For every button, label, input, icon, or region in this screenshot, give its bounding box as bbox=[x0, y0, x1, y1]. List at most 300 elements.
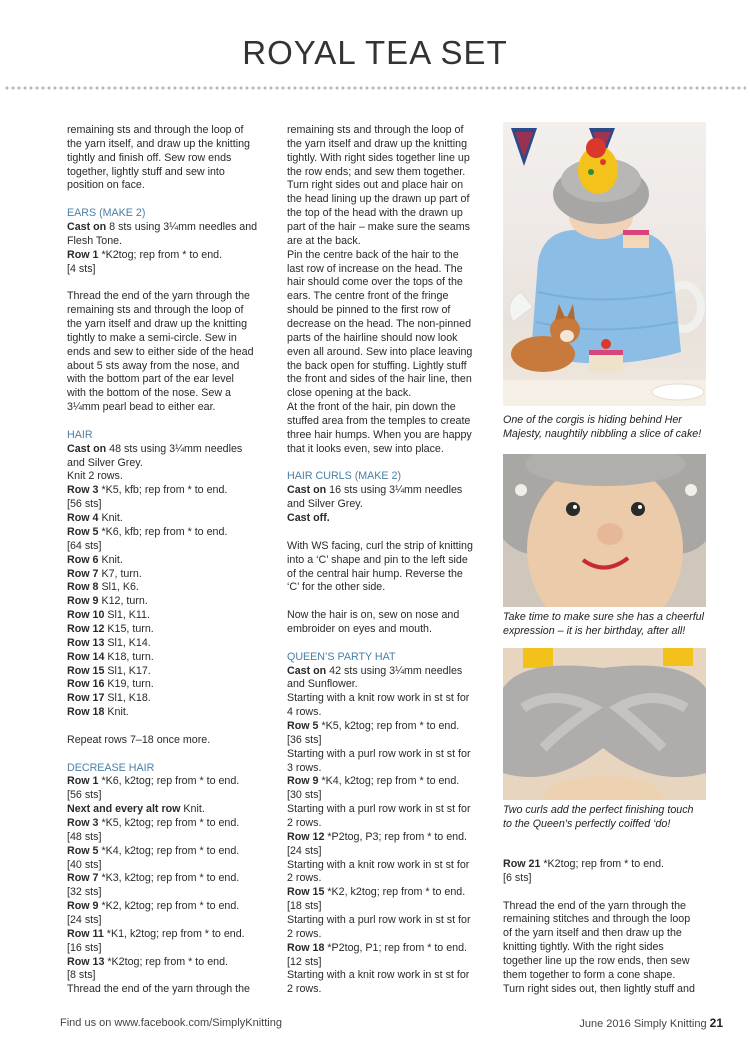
caption-3-line-1: Two curls add the perfect finishing touch bbox=[503, 804, 694, 816]
line-text: *K3, k2tog; rep from * to end. bbox=[98, 872, 240, 885]
line-text: ends and sew to either side of the head bbox=[67, 345, 254, 358]
text-line bbox=[67, 387, 272, 401]
row-label: Row 18 bbox=[287, 941, 325, 954]
text-line bbox=[67, 152, 272, 166]
line-text: [16 sts] bbox=[67, 941, 102, 954]
text-line bbox=[67, 512, 272, 526]
row-label: Row 11 bbox=[67, 927, 104, 940]
line-text: position on face. bbox=[67, 179, 145, 192]
text-line bbox=[287, 290, 492, 304]
row-label: Row 21 bbox=[503, 858, 541, 870]
text-line bbox=[287, 942, 492, 956]
footer-facebook-link[interactable]: Find us on www.facebook.com/SimplyKnitting bbox=[60, 1017, 282, 1029]
text-line bbox=[287, 263, 492, 277]
line-text: *K6, k2tog; rep from * to end. bbox=[98, 775, 240, 788]
text-line bbox=[67, 484, 272, 498]
line-text: *K2, k2tog; rep from * to end. bbox=[324, 886, 466, 899]
line-text: together line up the row ends, then sew bbox=[503, 955, 690, 968]
line-text: Thread the end of the yarn through the bbox=[67, 983, 251, 996]
row-label: Row 14 bbox=[67, 650, 105, 663]
text-line bbox=[287, 817, 492, 831]
line-text: K12, turn. bbox=[98, 595, 148, 608]
line-text: [4 sts] bbox=[67, 262, 96, 275]
text-line bbox=[503, 969, 709, 983]
text-line bbox=[67, 581, 272, 595]
text-line bbox=[287, 831, 492, 845]
blank-line bbox=[287, 595, 492, 609]
text-line bbox=[67, 886, 272, 900]
line-text: close opening at the back. bbox=[287, 387, 412, 400]
line-text: [36 sts] bbox=[287, 733, 322, 746]
text-line bbox=[287, 609, 492, 623]
row-label: Row 12 bbox=[67, 622, 105, 635]
line-text: At the front of the hair, pin down the bbox=[287, 401, 456, 414]
row-label: Row 9 bbox=[287, 775, 319, 788]
footer-issue-text: June 2016 Simply Knitting bbox=[579, 1018, 707, 1030]
text-line bbox=[287, 207, 492, 221]
row-label: Row 7 bbox=[67, 567, 99, 580]
line-text: Knit. bbox=[104, 706, 129, 719]
text-line bbox=[67, 457, 272, 471]
blank-line bbox=[67, 276, 272, 290]
line-text: Thread the end of the yarn through the bbox=[67, 290, 251, 303]
line-text: with the bottom part of the ear level bbox=[67, 373, 234, 386]
text-line bbox=[287, 872, 492, 886]
text-line bbox=[67, 969, 272, 983]
text-line bbox=[67, 304, 272, 318]
caption-1-line-2: Majesty, naughtily nibbling a slice of cake! bbox=[503, 427, 702, 440]
line-text: the front and sides of the hair line, then bbox=[287, 373, 472, 386]
line-text: the top of the head with the drawn up bbox=[287, 207, 463, 220]
line-text: Sl1, K11. bbox=[104, 609, 150, 622]
text-line bbox=[287, 734, 492, 748]
text-line bbox=[287, 318, 492, 332]
line-text: Knit. bbox=[180, 803, 205, 816]
row-label: Cast on bbox=[67, 221, 107, 234]
text-line bbox=[287, 914, 492, 928]
photo-hair-curls bbox=[503, 648, 706, 800]
text-line bbox=[287, 678, 492, 692]
text-line bbox=[67, 651, 272, 665]
text-line bbox=[67, 360, 272, 374]
text-line bbox=[287, 249, 492, 263]
footer-issue bbox=[579, 1016, 723, 1030]
text-line bbox=[287, 665, 492, 679]
text-line bbox=[287, 443, 492, 457]
row-label: Row 5 bbox=[67, 525, 99, 538]
line-text: [40 sts] bbox=[67, 858, 102, 871]
blank-line bbox=[287, 637, 492, 651]
line-text: 2 rows. bbox=[287, 872, 322, 885]
text-line bbox=[67, 138, 272, 152]
text-line bbox=[67, 318, 272, 332]
text-line bbox=[287, 429, 492, 443]
line-text: of the central hair hump. Reverse the bbox=[287, 567, 463, 580]
text-line bbox=[67, 956, 272, 970]
text-line bbox=[287, 692, 492, 706]
text-line bbox=[67, 789, 272, 803]
text-line bbox=[67, 568, 272, 582]
text-line bbox=[287, 498, 492, 512]
text-line bbox=[287, 512, 492, 526]
text-line bbox=[67, 914, 272, 928]
row-label: Row 1 bbox=[67, 775, 99, 788]
text-line bbox=[67, 623, 272, 637]
line-text: 3¼mm pearl bead to either ear. bbox=[67, 401, 216, 414]
text-line bbox=[287, 748, 492, 762]
line-text: Sl1, K14. bbox=[104, 636, 151, 649]
text-line bbox=[287, 983, 492, 997]
text-line bbox=[67, 526, 272, 540]
line-text: Knit. bbox=[98, 512, 123, 525]
line-text: together, lightly stuff and sew into bbox=[67, 165, 225, 178]
text-line bbox=[287, 152, 492, 166]
line-text: remaining stitches and through the loop bbox=[503, 913, 691, 926]
text-line bbox=[287, 193, 492, 207]
dotted-divider bbox=[4, 86, 746, 90]
line-text: even all around. Sew into place leaving bbox=[287, 345, 473, 358]
row-label: Row 1 bbox=[67, 248, 99, 261]
line-text: Repeat rows 7–18 once more. bbox=[67, 733, 211, 746]
row-label: Cast off. bbox=[287, 512, 330, 525]
text-line bbox=[287, 886, 492, 900]
line-text: Starting with a knit row work in st st for bbox=[287, 858, 470, 871]
line-text: tightly and finish off. Sew row ends bbox=[67, 151, 232, 164]
text-line bbox=[287, 803, 492, 817]
line-text: *K4, k2tog; rep from * to end. bbox=[98, 844, 240, 857]
text-line bbox=[287, 373, 492, 387]
text-line bbox=[287, 928, 492, 942]
text-line bbox=[67, 179, 272, 193]
text-line bbox=[67, 332, 272, 346]
row-label: Row 5 bbox=[287, 719, 319, 732]
line-text: Sl1, K6. bbox=[98, 581, 139, 594]
line-text: Starting with a purl row work in st st for bbox=[287, 747, 471, 760]
line-text: *K2tog; rep from * to end. bbox=[540, 858, 664, 870]
line-text: should be pinned to the first row of bbox=[287, 304, 451, 317]
text-line bbox=[287, 720, 492, 734]
text-line bbox=[503, 872, 709, 886]
text-column-2 bbox=[287, 124, 492, 997]
line-text: 2 rows. bbox=[287, 983, 322, 996]
text-line bbox=[287, 845, 492, 859]
caption-2 bbox=[503, 611, 709, 639]
caption-2-line-1: Take time to make sure she has a cheerful bbox=[503, 611, 704, 623]
line-text: *K5, k2tog; rep from * to end. bbox=[98, 816, 240, 829]
text-column-3 bbox=[503, 858, 709, 997]
line-text: [24 sts] bbox=[67, 913, 102, 926]
line-text: Knit. bbox=[98, 553, 123, 566]
blank-line bbox=[503, 886, 709, 900]
text-line bbox=[287, 859, 492, 873]
line-text: ‘C’ for the other side. bbox=[287, 581, 386, 594]
line-text: Knit 2 rows. bbox=[67, 470, 123, 483]
text-line bbox=[67, 595, 272, 609]
section-heading: EARS (MAKE 2) bbox=[67, 207, 146, 220]
caption-3-line-2: to the Queen’s perfectly coiffed ‘do! bbox=[503, 817, 671, 830]
text-line bbox=[287, 332, 492, 346]
line-text: *K2tog; rep from * to end. bbox=[98, 248, 223, 261]
line-text: about 5 sts away from the nose, and bbox=[67, 359, 240, 372]
text-line bbox=[67, 124, 272, 138]
line-text: decrease on the head. The non-pinned bbox=[287, 318, 472, 331]
line-text: tightly to make a semi-circle. Sew in bbox=[67, 331, 237, 344]
section-heading: HAIR CURLS (MAKE 2) bbox=[287, 470, 402, 483]
caption-2-line-2: expression – it is her birthday, after all! bbox=[503, 624, 686, 637]
line-text: Starting with a purl row work in st st for bbox=[287, 803, 471, 816]
line-text: [48 sts] bbox=[67, 830, 102, 843]
text-line bbox=[287, 900, 492, 914]
line-text: K18, turn. bbox=[104, 650, 154, 663]
blank-line bbox=[67, 193, 272, 207]
line-text: [18 sts] bbox=[287, 900, 322, 913]
line-text: ears. The centre front of the fringe bbox=[287, 290, 449, 303]
line-text: *K1, k2tog; rep from * to end. bbox=[103, 927, 245, 940]
photo-queen-face bbox=[503, 454, 706, 607]
section-heading: QUEEN’S PARTY HAT bbox=[287, 650, 396, 663]
row-label: Row 5 bbox=[67, 844, 99, 857]
text-line bbox=[67, 706, 272, 720]
line-text: [56 sts] bbox=[67, 498, 102, 511]
text-line bbox=[287, 956, 492, 970]
text-line bbox=[67, 221, 272, 235]
line-text: the yarn itself and draw up the knitting bbox=[287, 137, 468, 150]
text-line bbox=[67, 290, 272, 304]
line-text: 4 rows. bbox=[287, 706, 322, 719]
text-line bbox=[67, 775, 272, 789]
line-text: *K2tog; rep from * to end. bbox=[104, 955, 228, 968]
line-text: Pin the centre back of the hair to the bbox=[287, 248, 459, 261]
row-label: Row 8 bbox=[67, 581, 99, 594]
section-heading: HAIR bbox=[67, 428, 93, 441]
text-line bbox=[287, 484, 492, 498]
text-line bbox=[67, 803, 272, 817]
text-line bbox=[67, 346, 272, 360]
line-text: 2 rows. bbox=[287, 816, 322, 829]
page-title: ROYAL TEA SET bbox=[242, 34, 508, 71]
text-line bbox=[287, 124, 492, 138]
text-line bbox=[67, 900, 272, 914]
line-text: Turn right sides out and place hair on bbox=[287, 179, 464, 192]
line-text: embroider on eyes and mouth. bbox=[287, 622, 432, 635]
photo-tea-cosy-queen bbox=[503, 122, 706, 406]
line-text: [56 sts] bbox=[67, 789, 102, 802]
text-line bbox=[67, 983, 272, 997]
text-column-1 bbox=[67, 124, 272, 997]
text-line bbox=[67, 817, 272, 831]
line-text: parts of the hairline should now look bbox=[287, 331, 458, 344]
line-text: Starting with a knit row work in st st for bbox=[287, 969, 470, 982]
line-text: part of the hair – make sure the seams bbox=[287, 221, 470, 234]
text-line bbox=[287, 568, 492, 582]
line-text: and Silver Grey. bbox=[287, 498, 363, 511]
line-text: *K5, kfb; rep from * to end. bbox=[98, 484, 228, 497]
text-line bbox=[287, 415, 492, 429]
text-line bbox=[67, 859, 272, 873]
row-label: Cast on bbox=[67, 442, 107, 455]
line-text: *K2, k2tog; rep from * to end. bbox=[98, 900, 240, 913]
line-text: 42 sts using 3¼mm needles bbox=[326, 664, 463, 677]
caption-1 bbox=[503, 414, 709, 442]
text-line bbox=[287, 346, 492, 360]
line-text: tightly. With right sides together line up bbox=[287, 151, 470, 164]
text-line bbox=[503, 913, 709, 927]
blank-line bbox=[67, 415, 272, 429]
blank-line bbox=[287, 526, 492, 540]
text-line bbox=[287, 581, 492, 595]
line-text: remaining sts and through the loop of bbox=[287, 124, 464, 136]
line-text: Starting with a knit row work in st st for bbox=[287, 692, 470, 705]
line-text: and Silver Grey. bbox=[67, 456, 143, 469]
row-label: Row 6 bbox=[67, 553, 99, 566]
text-line bbox=[503, 983, 709, 997]
text-line bbox=[67, 928, 272, 942]
line-text: *P2tog, P3; rep from * to end. bbox=[324, 830, 468, 843]
row-label: Row 10 bbox=[67, 609, 105, 622]
text-line bbox=[287, 401, 492, 415]
line-text: last row of increase on the head. The bbox=[287, 262, 463, 275]
line-text: into a ‘C’ shape and pin to the left side bbox=[287, 553, 468, 566]
text-line bbox=[67, 443, 272, 457]
text-line bbox=[503, 941, 709, 955]
text-line bbox=[287, 540, 492, 554]
row-label: Next and every alt row bbox=[67, 803, 181, 816]
line-text: *K6, kfb; rep from * to end. bbox=[98, 525, 228, 538]
text-line bbox=[67, 373, 272, 387]
line-text: *P2tog, P1; rep from * to end. bbox=[324, 941, 468, 954]
line-text: 48 sts using 3¼mm needles bbox=[106, 442, 243, 455]
text-line bbox=[67, 872, 272, 886]
text-line bbox=[67, 942, 272, 956]
line-text: Flesh Tone. bbox=[67, 234, 123, 247]
line-text: them together to form a cone shape. bbox=[503, 968, 676, 981]
text-line bbox=[67, 845, 272, 859]
text-line bbox=[67, 540, 272, 554]
line-text: with the bottom of the nose. Sew a bbox=[67, 387, 231, 400]
text-line bbox=[67, 235, 272, 249]
row-label: Row 15 bbox=[287, 886, 325, 899]
line-text: [30 sts] bbox=[287, 789, 322, 802]
line-text: K19, turn. bbox=[104, 678, 154, 691]
line-text: [6 sts] bbox=[503, 871, 532, 884]
text-line bbox=[67, 831, 272, 845]
row-label: Row 7 bbox=[67, 872, 99, 885]
line-text: K15, turn. bbox=[104, 622, 154, 635]
row-label: Row 15 bbox=[67, 664, 105, 677]
text-line bbox=[287, 304, 492, 318]
row-label: Row 18 bbox=[67, 706, 105, 719]
line-text: the yarn itself and draw up the knitting bbox=[67, 318, 248, 331]
line-text: the yarn itself, and draw up the knitting bbox=[67, 137, 250, 150]
line-text: and Sunflower. bbox=[287, 678, 358, 691]
row-label: Cast on bbox=[287, 484, 327, 497]
line-text: [12 sts] bbox=[287, 955, 322, 968]
line-text: *K4, k2tog; rep from * to end. bbox=[318, 775, 460, 788]
text-line bbox=[67, 249, 272, 263]
text-line bbox=[287, 166, 492, 180]
line-text: K7, turn. bbox=[98, 567, 142, 580]
caption-1-line-1: One of the corgis is hiding behind Her bbox=[503, 414, 682, 426]
text-line bbox=[67, 692, 272, 706]
line-text: that it looks even, sew into place. bbox=[287, 442, 444, 455]
page-number: 21 bbox=[709, 1016, 723, 1030]
line-text: stuffed area from the temples to create bbox=[287, 415, 471, 428]
row-label: Row 3 bbox=[67, 816, 99, 829]
line-text: 16 sts using 3¼mm needles bbox=[326, 484, 463, 497]
text-line bbox=[287, 623, 492, 637]
row-label: Row 13 bbox=[67, 636, 105, 649]
text-line bbox=[287, 221, 492, 235]
text-line bbox=[287, 762, 492, 776]
line-text: the head lining up the drawn up part of bbox=[287, 193, 470, 206]
text-line bbox=[67, 401, 272, 415]
line-text: remaining sts and through the loop of bbox=[67, 124, 244, 136]
line-text: remaining sts and through the loop of bbox=[67, 304, 244, 317]
line-text: three hair humps. When you are happy bbox=[287, 428, 472, 441]
text-line bbox=[287, 360, 492, 374]
text-line bbox=[287, 235, 492, 249]
line-text: [24 sts] bbox=[287, 844, 322, 857]
line-text: of the yarn itself and then draw up the bbox=[503, 927, 682, 940]
line-text: With WS facing, curl the strip of knitting bbox=[287, 539, 473, 552]
line-text: [8 sts] bbox=[67, 969, 96, 982]
row-label: Row 16 bbox=[67, 678, 105, 691]
text-line bbox=[67, 637, 272, 651]
blank-line bbox=[287, 457, 492, 471]
row-label: Row 13 bbox=[67, 955, 105, 968]
text-line bbox=[287, 969, 492, 983]
blank-line bbox=[67, 748, 272, 762]
line-text: [64 sts] bbox=[67, 539, 102, 552]
text-line bbox=[67, 734, 272, 748]
line-text: Now the hair is on, sew on nose and bbox=[287, 609, 460, 622]
text-line bbox=[287, 554, 492, 568]
line-text: the back open for stuffing. Lightly stuff bbox=[287, 359, 467, 372]
text-line bbox=[287, 179, 492, 193]
line-text: Starting with a purl row work in st st for bbox=[287, 913, 471, 926]
line-text: Sl1, K18. bbox=[104, 692, 151, 705]
text-line bbox=[67, 554, 272, 568]
text-line bbox=[287, 775, 492, 789]
text-line bbox=[287, 276, 492, 290]
text-line bbox=[67, 609, 272, 623]
text-line bbox=[503, 900, 709, 914]
text-line bbox=[503, 858, 709, 872]
row-label: Row 9 bbox=[67, 900, 99, 913]
text-line bbox=[287, 138, 492, 152]
line-text: 8 sts using 3¼mm needles and bbox=[106, 221, 258, 234]
text-line bbox=[287, 387, 492, 401]
text-line bbox=[287, 706, 492, 720]
text-line bbox=[67, 665, 272, 679]
text-line bbox=[67, 166, 272, 180]
text-line bbox=[503, 955, 709, 969]
line-text: are at the back. bbox=[287, 234, 361, 247]
text-line bbox=[67, 678, 272, 692]
line-text: Sl1, K17. bbox=[104, 664, 151, 677]
line-text: 2 rows. bbox=[287, 927, 322, 940]
blank-line bbox=[67, 720, 272, 734]
line-text: 3 rows. bbox=[287, 761, 322, 774]
caption-3 bbox=[503, 804, 709, 832]
text-line bbox=[287, 789, 492, 803]
line-text: knitting tightly. With the right sides bbox=[503, 941, 664, 954]
line-text: the row ends; and sew them together. bbox=[287, 165, 466, 178]
text-line bbox=[67, 263, 272, 277]
line-text: Turn right sides out, then lightly stuff and bbox=[503, 982, 695, 995]
row-label: Cast on bbox=[287, 664, 327, 677]
line-text: Thread the end of the yarn through the bbox=[503, 899, 687, 912]
